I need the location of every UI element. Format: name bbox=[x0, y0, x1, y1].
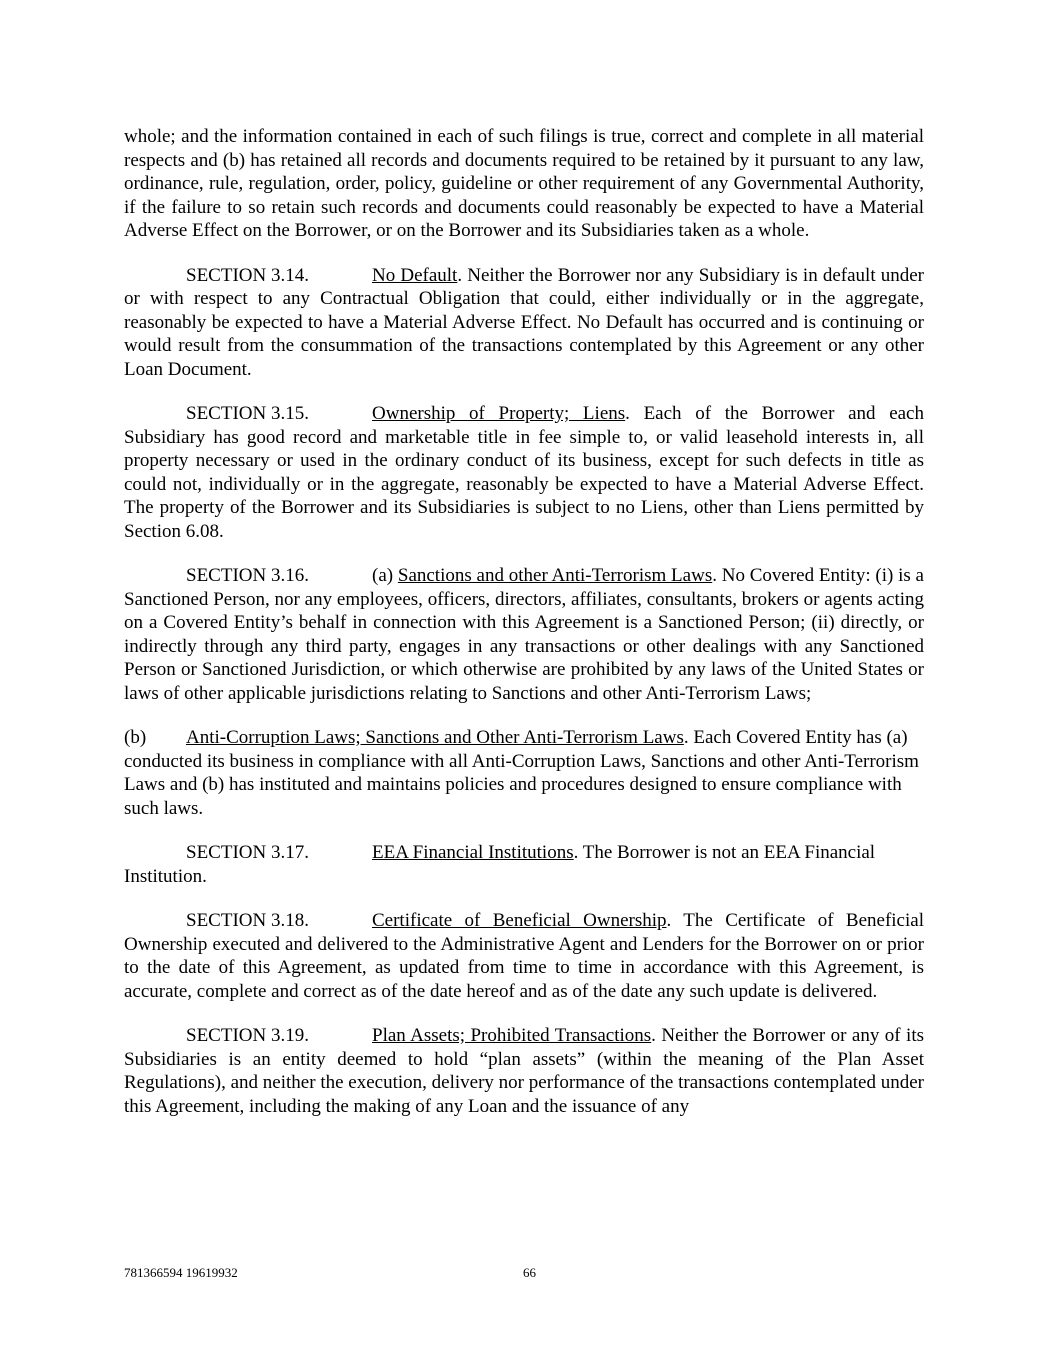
section-body: . Neither the Borrower or any of its Subsidiaries is an entity deemed to hold “plan assets” (within the meaning of the Plan Asset Regulations), and neither the execution, delivery nor performance of the transactions contemplated under this Agreement, including the making of any Loan and the issuance of any bbox=[124, 1025, 924, 1117]
section-3-14 bbox=[124, 264, 924, 382]
section-body: . No Covered Entity: (i) is a Sanctioned Person, nor any employees, officers, directors, affiliates, consultants, brokers or agents acting on a Covered Entity’s behalf in connection with this Agreement is a Sanctioned Person; (ii) directly, or indirectly through any third party, engages in any transactions or other dealings with any Sanctioned Person or Sanctioned Jurisdiction, or which otherwise are prohibited by any laws of the United States or laws of other applicable jurisdictions relating to Sanctions and other Anti-Terrorism Laws; bbox=[124, 565, 924, 704]
clause-prefix: (a) bbox=[372, 565, 398, 586]
intro-paragraph: whole; and the information contained in each of such filings is true, correct and complete in all material respects and (b) has retained all records and documents required to be retained by it pursuant to any law, ordinance, rule, regulation, order, policy, guideline or other requirement of any Governmental Authority, if the failure to so retain such records and documents could reasonably be expected to have a Material Adverse Effect on the Borrower, or on the Borrower and its Subsidiaries taken as a whole. bbox=[124, 126, 924, 241]
clause-label: (b) bbox=[124, 727, 147, 748]
section-body: . The Certificate of Beneficial Ownership executed and delivered to the Administrative Agent and Lenders for the Borrower on or prior to the date of this Agreement, as updated from time to time in accordance with this Agreement, is accurate, complete and correct as of the date hereof and as of the date any such update is delivered. bbox=[124, 910, 924, 1002]
section-title: No Default bbox=[372, 264, 458, 286]
section-number: SECTION 3.17. bbox=[186, 842, 309, 863]
document-page bbox=[124, 125, 924, 1139]
section-body: . Each of the Borrower and each Subsidiary has good record and marketable title in fee simple to, or valid leasehold interests in, all property necessary or used in the ordinary conduct of its business, except for such defects in title as could not, individually or in the aggregate, reasonably be expected to have a Material Adverse Effect. The property of the Borrower and its Subsidiaries is subject to no Liens, other than Liens permitted by Section 6.08. bbox=[124, 403, 924, 542]
section-3-15 bbox=[124, 402, 924, 543]
section-body: . Neither the Borrower nor any Subsidiary is in default under or with respect to any Contractual Obligation that could, either individually or in the aggregate, reasonably be expected to have a Material Adverse Effect. No Default has occurred and is continuing or would result from the consummation of the transactions contemplated by this Agreement or any other Loan Document. bbox=[124, 264, 924, 380]
section-title: Anti-Corruption Laws; Sanctions and Other Anti-Terrorism Laws bbox=[186, 727, 684, 748]
section-number: SECTION 3.14. bbox=[186, 264, 309, 286]
section-3-19 bbox=[124, 1024, 924, 1118]
section-title: EEA Financial Institutions bbox=[372, 842, 574, 863]
section-3-16-b bbox=[124, 726, 924, 820]
section-body: . Each Covered Entity has (a) conducted its business in compliance with all Anti-Corruption Laws, Sanctions and other Anti-Terrorism Laws and (b) has instituted and maintains policies and procedures designed to ensure compliance with such laws. bbox=[124, 727, 919, 819]
section-number: SECTION 3.15. bbox=[186, 403, 309, 424]
section-number: SECTION 3.16. bbox=[186, 565, 309, 586]
section-3-16 bbox=[124, 564, 924, 705]
section-number: SECTION 3.19. bbox=[186, 1025, 309, 1046]
section-3-17 bbox=[124, 841, 924, 888]
section-title: Sanctions and other Anti-Terrorism Laws bbox=[397, 565, 713, 586]
section-title: Ownership of Property; Liens bbox=[372, 403, 626, 424]
section-body: . The Borrower is not an EEA Financial Institution. bbox=[124, 842, 876, 887]
section-3-18 bbox=[124, 909, 924, 1003]
section-title: Plan Assets; Prohibited Transactions bbox=[372, 1025, 652, 1046]
section-number: SECTION 3.18. bbox=[186, 910, 309, 931]
footer-page-number: 66 bbox=[523, 1265, 536, 1280]
footer-doc-id: 781366594 19619932 bbox=[124, 1265, 238, 1280]
section-title: Certificate of Beneficial Ownership bbox=[372, 910, 667, 931]
